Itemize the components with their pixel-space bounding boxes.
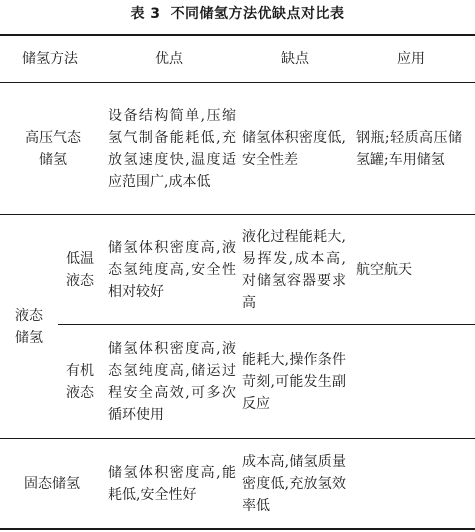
table-caption <box>0 4 475 24</box>
header-application: 应用 <box>397 51 425 67</box>
header-pros: 优点 <box>155 51 183 67</box>
table-row-low-temp-method: 低温液态 <box>66 250 94 289</box>
table-row-solid-pros: 储氢体积密度高,能耗低,安全性好 <box>108 464 236 503</box>
liquid-group-label: 液态储氢 <box>15 307 43 346</box>
header-cons: 缺点 <box>281 51 309 67</box>
bottom-rule <box>0 528 475 530</box>
table-row-low-temp-cons: 液化过程能耗大,易挥发,成本高,对储氢容器要求高 <box>242 228 346 311</box>
table-row-solid-cons: 成本高,储氢质量密度低,充放氢效率低 <box>242 453 346 514</box>
table-row-organic-method: 有机液态 <box>66 362 94 401</box>
table-row-high-pressure-pros: 设备结构简单,压缩氢气制备能耗低,充放氢速度快,温度适应范围广,成本低 <box>108 107 236 190</box>
table-row-low-temp-pros: 储氢体积密度高,液态氢纯度高,安全性相对较好 <box>108 239 236 300</box>
table-row-organic-pros: 储氢体积密度高,液态氢纯度高,储运过程安全高效,可多次循环使用 <box>108 340 236 423</box>
table-row-high-pressure-cons: 储氢体积密度低,安全性差 <box>242 129 346 168</box>
table-title: 不同储氢方法优缺点对比表 <box>170 6 345 22</box>
table-row-high-pressure-application: 钢瓶;轻质高压储氢罐;车用储氢 <box>356 129 462 168</box>
table-row-solid-method: 固态储氢 <box>24 475 80 492</box>
table-row-high-pressure-method: 高压气态储氢 <box>25 129 81 168</box>
table-row-organic-cons: 能耗大,操作条件苛刻,可能发生副反应 <box>242 351 346 412</box>
header-method: 储氢方法 <box>22 51 78 67</box>
table-row-low-temp-application: 航空航天 <box>356 261 412 278</box>
table-number: 表 3 <box>130 6 161 22</box>
